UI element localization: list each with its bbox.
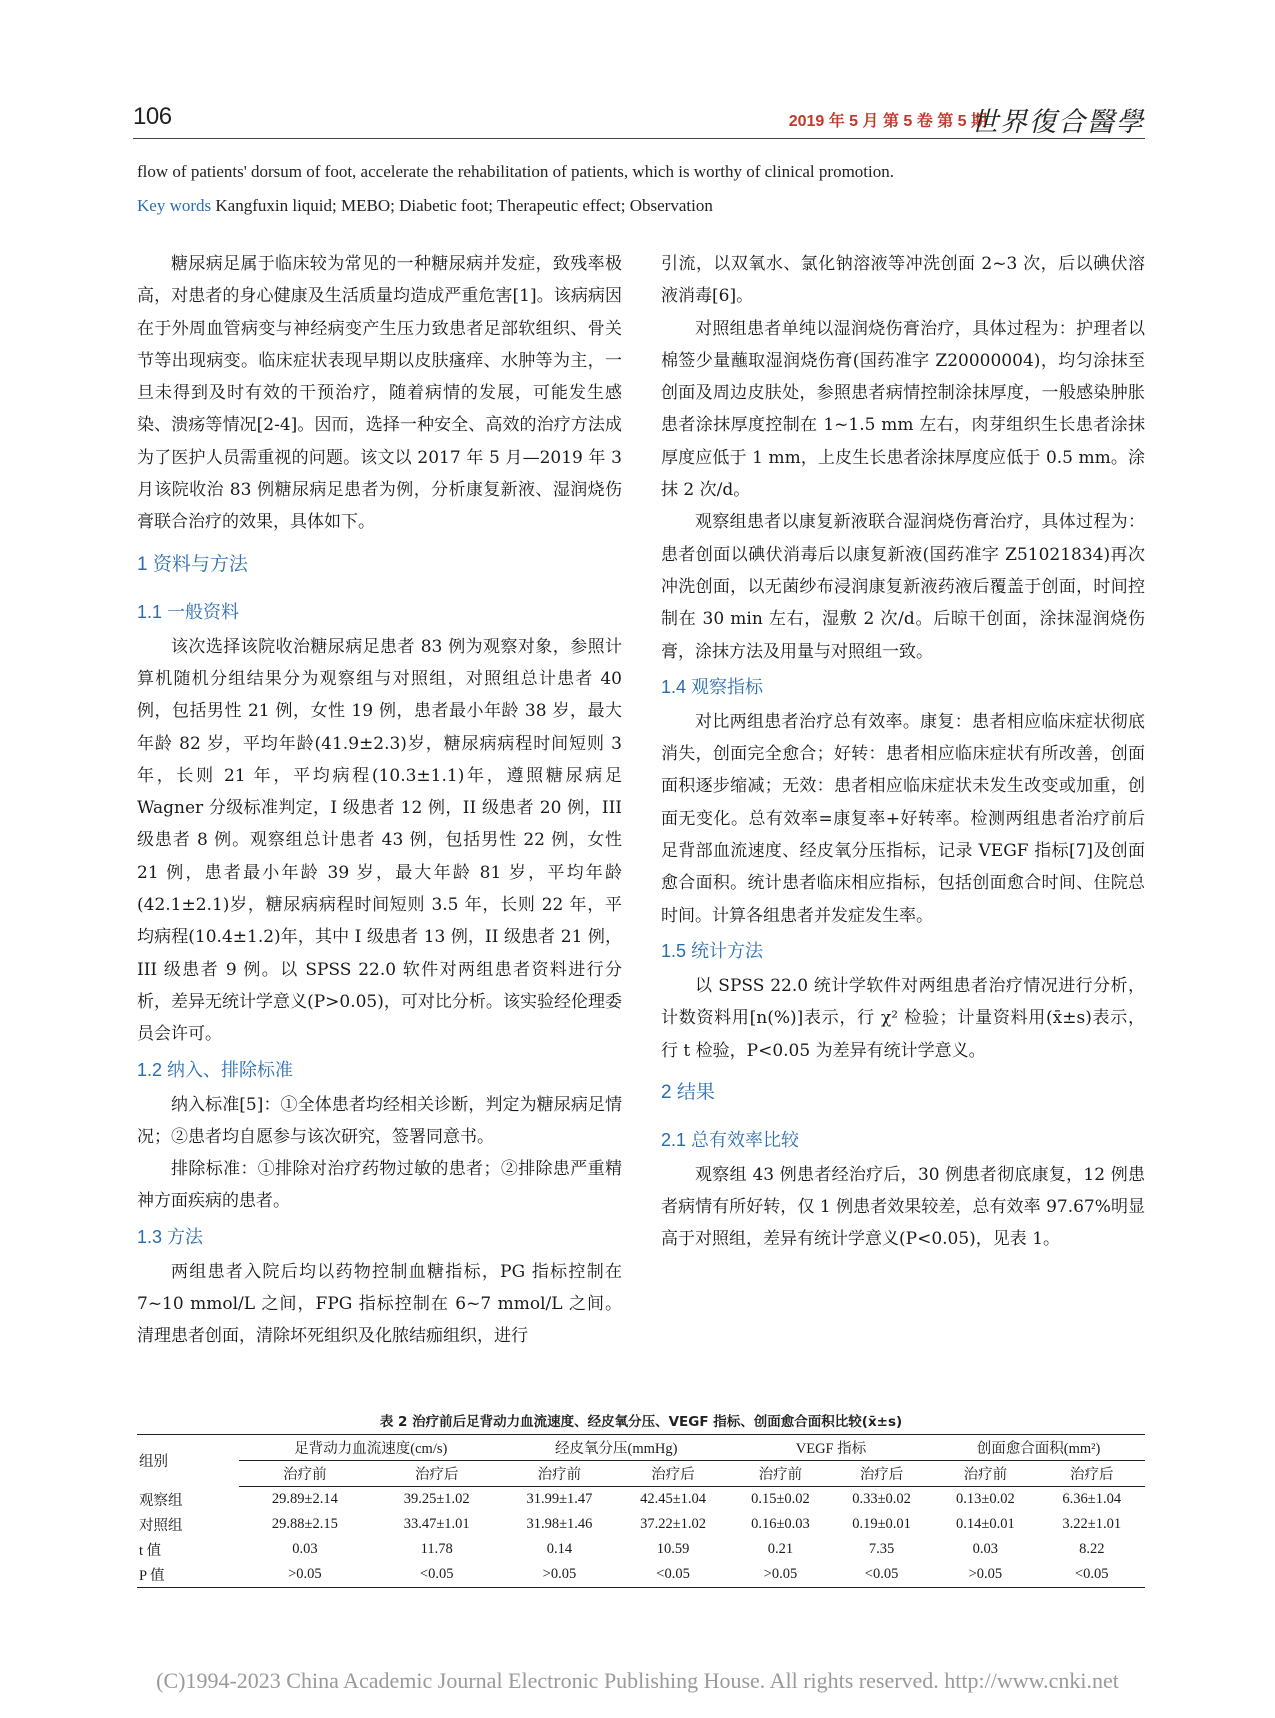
table-cell: 0.14±0.01 [955,1516,1015,1532]
row-label: 对照组 [139,1518,183,1534]
row-label: P 值 [137,1562,239,1588]
observation-group-method: 观察组患者以康复新液联合湿润烧伤膏治疗，具体过程为：患者创面以碘伏消毒后以康复新液(国药准字 Z51021834)再次冲洗创面，以无菌纱布浸润康复新液药液后覆盖于创面，时间控制在 30 min 左右，湿敷 2 次/d。后晾干创面，涂抹湿润烧伤膏，涂抹方法及用量与对照组一致。 [661,512,1145,662]
table-cell: 29.89±2.14 [271,1491,338,1507]
table-cell: 11.78 [420,1541,453,1557]
keywords [137,196,713,216]
table-cell: 0.21 [767,1541,794,1557]
table-cell: 7.35 [868,1541,895,1557]
header-rule [133,138,1145,139]
table-cell: 6.36±1.04 [1062,1491,1122,1507]
table-cell: 8.22 [1079,1541,1105,1557]
sub-header-after: 治疗后 [831,1461,932,1487]
section-1-2-heading: 1.2 纳入、排除标准 [137,1059,294,1080]
table-cell: <0.05 [371,1562,503,1588]
table-cell: <0.05 [1039,1562,1145,1588]
table-cell: 0.13±0.02 [955,1491,1015,1507]
table-cell: >0.05 [239,1562,371,1588]
table-row [137,1537,1145,1562]
exclusion-criteria: 排除标准：①排除对治疗药物过敏的患者；②排除患严重精神方面疾病的患者。 [137,1159,622,1212]
sub-header-before: 治疗前 [932,1461,1038,1487]
table-cell: 31.99±1.47 [526,1491,593,1507]
sub-header-after: 治疗后 [371,1461,503,1487]
inclusion-criteria: 纳入标准[5]：①全体患者均经相关诊断，判定为糖尿病足情况；②患者均自愿参与该次研究，签署同意书。 [137,1094,622,1147]
section-2-1-heading: 2.1 总有效率比较 [661,1129,800,1150]
table-cell: 39.25±1.02 [403,1491,470,1507]
issue-info: 2019 年 5 月 第 5 卷 第 5 期 [788,113,987,130]
table-row [137,1487,1145,1513]
sub-header-before: 治疗前 [503,1461,617,1487]
section-1-3-heading: 1.3 方法 [137,1226,204,1247]
table-cell: 0.03 [972,1541,999,1557]
intro-paragraph: 糖尿病足属于临床较为常见的一种糖尿病并发症，致残率极高，对患者的身心健康及生活质量均造成严重危害[1]。该病病因在于外周血管病变与神经病变产生压力致患者足部软组织、骨关节等出现病变。临床症状表现早期以皮肤瘙痒、水肿等为主，一旦未得到及时有效的干预治疗，随着病情的发展，可能发生感染、溃疡等情况[2-4]。因而，选择一种安全、高效的治疗方法成为了医护人员需重视的问题。该文以 2017 年 5 月—2019 年 3 月该院收治 83 例糖尿病足患者为例，分析康复新液、湿润烧伤膏联合治疗的效果，具体如下。 [137,254,622,533]
table-2 [137,1410,1145,1588]
keywords-label: Key words [137,196,212,215]
table-cell: 0.19±0.01 [852,1516,911,1532]
section-2-heading: 2 结果 [661,1081,715,1103]
section-1-1-heading: 1.1 一般资料 [137,601,240,622]
section-1-5-text: 以 SPSS 22.0 统计学软件对两组患者治疗情况进行分析，计数资料用[n(%)]表示，行 χ² 检验；计量资料用(x̄±s)表示，行 t 检验，P<0.05 为差异有统计学意义。 [661,975,1145,1061]
results-table [137,1434,1145,1588]
right-column [661,248,1145,1256]
method-continued-text: 引流，以双氧水、氯化钠溶液等冲洗创面 2~3 次，后以碘伏溶液消毒[6]。 [661,254,1145,307]
sub-header-before: 治疗前 [239,1461,371,1487]
table-cell: 0.15±0.02 [751,1491,810,1507]
table-cell: <0.05 [616,1562,730,1588]
table-cell: >0.05 [503,1562,617,1588]
section-1-1-text: 该次选择该院收治糖尿病足患者 83 例为观察对象，参照计算机随机分组结果分为观察组与对照组，对照组总计患者 40 例，包括男性 21 例，女性 19 例，患者最小年龄 38 岁，最大年龄 82 岁，平均年龄(41.9±2.3)岁，糖尿病病程时间短则 3 年，长则 21 年，平均病程(10.3±1.1)年，遵照糖尿病足 Wagner 分级标准判定，I 级患者 12 例，II 级患者 20 例，III 级患者 8 例。观察组总计患者 43 例，包括男性 22 例，女性 21 例，患者最小年龄 39 岁，最大年龄 81 岁，平均年龄(42.1±2.1)岁，糖尿病病程时间短则 3.5 年，长则 22 年，平均病程(10.4±1.2)年，其中 I 级患者 13 例，II 级患者 21 例，III 级患者 9 例。以 SPSS 22.0 软件对两组患者资料进行分析，差异无统计学意义(P>0.05)，可对比分析。该实验经伦理委员会许可。 [137,636,622,1045]
sub-header-after: 治疗后 [1039,1461,1145,1487]
table-cell: 31.98±1.46 [526,1516,593,1532]
table-row [137,1512,1145,1537]
keywords-text: Kangfuxin liquid; MEBO; Diabetic foot; Therapeutic effect; Observation [215,196,713,215]
table-cell: 0.14 [546,1541,573,1557]
journal-title: 世界復合醫學 [971,107,1145,138]
column-group-header: 足背动力血流速度(cm/s) [239,1435,503,1461]
section-1-4-text: 对比两组患者治疗总有效率。康复：患者相应临床症状彻底消失，创面完全愈合；好转：患者相应临床症状有所改善，创面面积逐步缩减；无效：患者相应临床症状未发生改变或加重，创面无变化。总有效率=康复率+好转率。检测两组患者治疗前后足背部血流速度、经皮氧分压指标，记录 VEGF 指标[7]及创面愈合面积。统计患者临床相应指标，包括创面愈合时间、住院总时间。计算各组患者并发症发生率。 [661,711,1145,926]
section-2-1-text: 观察组 43 例患者经治疗后，30 例患者彻底康复，12 例患者病情有所好转，仅 1 例患者效果较差，总有效率 97.67%明显高于对照组，差异有统计学意义(P<0.05)，见表 1。 [661,1164,1145,1250]
section-1-3-text: 两组患者入院后均以药物控制血糖指标，PG 指标控制在 7~10 mmol/L 之间，FPG 指标控制在 6~7 mmol/L 之间。清理患者创面，清除坏死组织及化脓结痂组织，进行 [137,1261,622,1347]
row-label: 观察组 [139,1492,183,1509]
left-column [137,248,622,1353]
table-cell: 29.88±2.15 [271,1516,338,1532]
section-1-5-heading: 1.5 统计方法 [661,940,764,961]
section-1-4-heading: 1.4 观察指标 [661,676,764,697]
table-cell: 0.16±0.03 [751,1516,810,1532]
table-cell: 0.33±0.02 [852,1491,911,1507]
table-cell: >0.05 [932,1562,1038,1588]
table-cell: 37.22±1.02 [640,1516,707,1532]
table-cell: 33.47±1.01 [403,1516,470,1532]
page-number: 106 [133,103,172,130]
section-1-heading: 1 资料与方法 [137,553,248,575]
group-column-header: 组别 [137,1435,239,1487]
copyright-footer: (C)1994-2023 China Academic Journal Electronic Publishing House. All rights reserved. http://www.cnki.net [156,1668,1119,1693]
table-row [137,1562,1145,1588]
table-cell: 3.22±1.01 [1062,1516,1122,1532]
row-label: t 值 [139,1543,162,1559]
column-group-header: 创面愈合面积(mm²) [932,1435,1145,1461]
abstract-tail: flow of patients' dorsum of foot, accelerate the rehabilitation of patients, which is worthy of clinical promotion. [137,162,894,181]
column-group-header: 经皮氧分压(mmHg) [503,1435,730,1461]
sub-header-before: 治疗前 [730,1461,831,1487]
sub-header-after: 治疗后 [616,1461,730,1487]
table-caption: 表 2 治疗前后足背动力血流速度、经皮氧分压、VEGF 指标、创面愈合面积比较(x̄±s) [379,1414,903,1430]
table-cell: >0.05 [730,1562,831,1588]
control-group-method: 对照组患者单纯以湿润烧伤膏治疗，具体过程为：护理者以棉签少量蘸取湿润烧伤膏(国药准字 Z20000004)，均匀涂抹至创面及周边皮肤处，参照患者病情控制涂抹厚度，一般感染肿胀患者涂抹厚度控制在 1~1.5 mm 左右，肉芽组织生长患者涂抹厚度应低于 1 mm，上皮生长患者涂抹厚度应低于 0.5 mm。涂抹 2 次/d。 [661,318,1145,501]
table-cell: <0.05 [831,1562,932,1588]
column-group-header: VEGF 指标 [730,1435,932,1461]
table-cell: 0.03 [292,1541,318,1557]
table-cell: 42.45±1.04 [640,1491,707,1507]
table-cell: 10.59 [656,1541,690,1557]
